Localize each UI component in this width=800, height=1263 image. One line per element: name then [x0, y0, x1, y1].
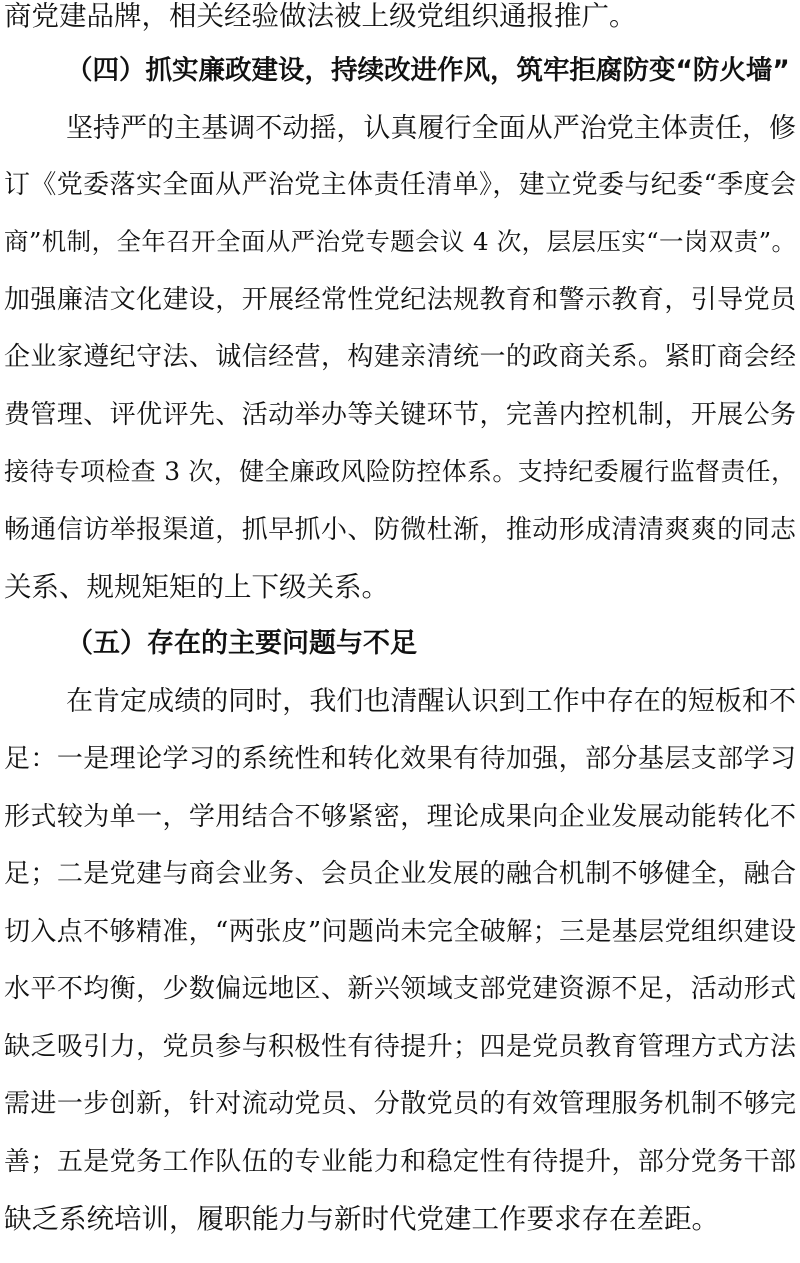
- paragraph-line: 缺乏吸引力，党员参与积极性有待提升；四是党员教育管理方式方法: [4, 1032, 796, 1062]
- paragraph-line: 加强廉洁文化建设，开展经常性党纪法规教育和警示教育，引导党员: [4, 285, 796, 315]
- paragraph-line: 缺乏系统培训，履职能力与新时代党建工作要求存在差距。: [4, 1203, 719, 1235]
- paragraph-line: 需进一步创新，针对流动党员、分散党员的有效管理服务机制不够完: [4, 1089, 796, 1119]
- paragraph-line: 足；二是党建与商会业务、会员企业发展的融合机制不够健全，融合: [4, 859, 796, 889]
- paragraph-line: 在肯定成绩的同时，我们也清醒认识到工作中存在的短板和不: [66, 686, 796, 717]
- section-heading-4: （四）抓实廉政建设，持续改进作风，筑牢拒腐防变“防火墙”: [66, 55, 790, 86]
- paragraph-line: 商党建品牌，相关经验做法被上级党组织通报推广。: [4, 0, 637, 32]
- paragraph-line: 接待专项检查 3 次，健全廉政风险防控体系。支持纪委履行监督责任，: [4, 457, 796, 486]
- paragraph-line: 企业家遵纪守法、诚信经营，构建亲清统一的政商关系。紧盯商会经: [4, 342, 796, 372]
- paragraph-line: 费管理、评优评先、活动举办等关键环节，完善内控机制，开展公务: [4, 400, 796, 430]
- paragraph-line: 商”机制，全年召开全面从严治党专题会议 4 次，层层压实“一岗双责”。: [4, 227, 796, 256]
- paragraph-line: 畅通信访举报渠道，抓早抓小、防微杜渐，推动形成清清爽爽的同志: [4, 515, 796, 545]
- paragraph-line: 切入点不够精准，“两张皮”问题尚未完全破解；三是基层党组织建设: [4, 917, 796, 947]
- paragraph-line: 善；五是党务工作队伍的专业能力和稳定性有待提升，部分党务干部: [4, 1147, 796, 1177]
- paragraph-line: 订《党委落实全面从严治党主体责任清单》，建立党委与纪委“季度会: [4, 170, 796, 200]
- paragraph-line: 水平不均衡，少数偏远地区、新兴领域支部党建资源不足，活动形式: [4, 974, 796, 1004]
- paragraph-line: 足：一是理论学习的系统性和转化效果有待加强，部分基层支部学习: [4, 744, 796, 774]
- paragraph-line: 形式较为单一，学用结合不够紧密，理论成果向企业发展动能转化不: [4, 802, 796, 832]
- paragraph-line: 坚持严的主基调不动摇，认真履行全面从严治党主体责任，修: [66, 113, 796, 144]
- paragraph-line: 关系、规规矩矩的上下级关系。: [4, 571, 389, 603]
- section-heading-5: （五）存在的主要问题与不足: [66, 628, 417, 659]
